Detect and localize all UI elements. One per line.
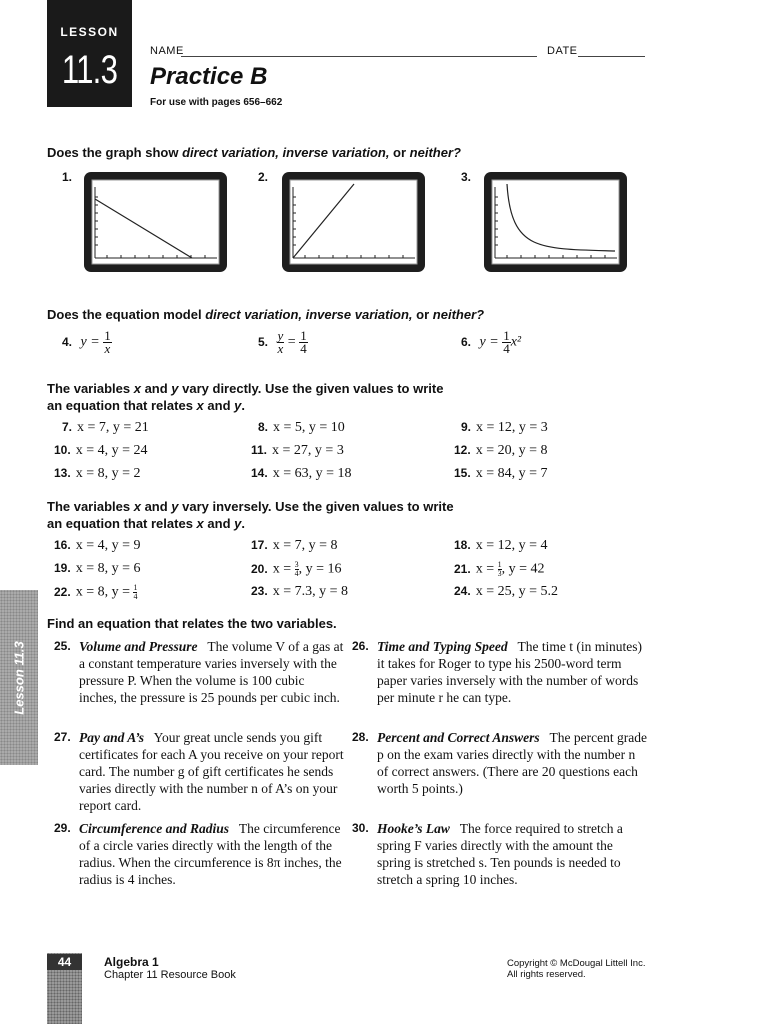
problem-title: Hooke’s Law	[377, 821, 450, 836]
q-text: and	[203, 398, 235, 413]
denominator: x	[104, 341, 111, 356]
list-item	[454, 561, 545, 578]
q-italic: direct variation, inverse variation,	[205, 307, 413, 322]
item-number: 6.	[461, 334, 472, 349]
pages-note: For use with pages 656–662	[150, 97, 283, 108]
numerator: 1	[497, 560, 502, 569]
list-item	[251, 584, 348, 600]
item-expr: x = 8, y = 2	[75, 466, 141, 481]
chapter-label: Chapter 11 Resource Book	[104, 969, 236, 981]
item-expr: x = 8, y = 6	[75, 561, 141, 576]
graph-3	[484, 172, 627, 272]
fraction	[299, 330, 308, 355]
q-text: vary inversely. Use the given values to write	[178, 499, 454, 514]
list-item	[54, 538, 140, 554]
item-expr: x = 12, y = 3	[476, 420, 548, 435]
item-number: 28.	[352, 730, 369, 744]
q-italic: direct variation, inverse variation,	[182, 145, 390, 160]
q-var: y	[171, 499, 179, 514]
denominator: 4	[294, 569, 299, 578]
graph-1-plot	[84, 172, 227, 272]
name-label: NAME	[150, 45, 184, 57]
word-problem-29	[54, 820, 344, 888]
item-number: 14.	[251, 466, 268, 480]
section5-question: Find an equation that relates the two variables.	[47, 616, 337, 631]
item-number: 23.	[251, 584, 268, 598]
q-text: Does the graph show	[47, 145, 183, 160]
lesson-badge	[47, 0, 132, 107]
word-problem-30	[352, 820, 647, 888]
side-tab-label: Lesson 11.3	[11, 640, 27, 715]
q-text: The variables	[47, 499, 134, 514]
fraction	[277, 330, 285, 355]
q-var: x	[133, 381, 141, 396]
graph-3-plot	[484, 172, 627, 272]
lesson-number: 11.3	[61, 48, 118, 92]
q-italic: neither?	[409, 145, 461, 160]
item-number: 20.	[251, 561, 268, 576]
q-text: .	[241, 516, 245, 531]
item-number: 15.	[454, 466, 471, 480]
copyright	[507, 958, 645, 980]
q-text: The variables	[47, 381, 134, 396]
item-expr: x = 20, y = 8	[475, 443, 548, 458]
item-expr: x = 7, y = 21	[77, 420, 149, 435]
q-var: x	[196, 398, 204, 413]
numerator: 1	[503, 328, 510, 343]
numerator: 3	[294, 560, 299, 569]
item-number: 21.	[454, 561, 471, 576]
list-item	[54, 584, 137, 601]
item-number: 11.	[251, 443, 268, 457]
item-number: 16.	[54, 538, 71, 552]
problem-title: Pay and A’s	[79, 730, 144, 745]
problem-title: Circumference and Radius	[79, 821, 230, 836]
q-text: and	[203, 516, 235, 531]
item-number: 27.	[54, 730, 71, 744]
item-number: 12.	[454, 443, 471, 457]
q-text: an equation that relates	[47, 398, 197, 413]
list-item	[54, 466, 140, 482]
item-number: 5.	[258, 334, 269, 349]
item-number: 13.	[54, 466, 71, 480]
name-field[interactable]	[181, 56, 537, 57]
list-item	[454, 538, 547, 554]
list-item	[454, 584, 558, 600]
book-title: Algebra 1	[104, 955, 159, 969]
q-var: y	[171, 381, 179, 396]
word-problem-27	[54, 729, 344, 814]
fraction	[133, 584, 137, 601]
equation-item-5	[258, 330, 308, 355]
page-title: Practice B	[150, 63, 268, 90]
section2-question	[47, 306, 484, 323]
q-text: an equation that relates	[47, 516, 197, 531]
list-item	[251, 561, 342, 578]
q-text: or	[389, 145, 410, 160]
section4-question	[47, 498, 454, 532]
section3-question	[47, 380, 443, 414]
list-item	[251, 466, 351, 482]
problem-title: Percent and Correct Answers	[377, 730, 540, 745]
item-expr: x = 5, y = 10	[273, 420, 345, 435]
section1-question	[47, 144, 461, 161]
word-problem-25	[54, 638, 344, 706]
item-number: 1.	[62, 170, 73, 184]
graph-screen	[492, 180, 619, 264]
lesson-word: LESSON	[60, 25, 119, 39]
fraction	[103, 330, 112, 355]
graph-2	[282, 172, 425, 272]
item-number: 19.	[54, 561, 71, 575]
item-expr: x = 8, y =	[75, 584, 130, 600]
side-tab	[0, 590, 38, 765]
item-number: 17.	[251, 538, 268, 552]
item-number: 22.	[54, 584, 71, 599]
denominator: 3	[497, 569, 502, 578]
denominator: 4	[133, 592, 138, 601]
item-number: 10.	[54, 443, 71, 457]
list-item	[54, 561, 140, 577]
equation-tail: x²	[510, 334, 522, 350]
numerator: 1	[104, 328, 111, 343]
item-number: 2.	[258, 170, 269, 184]
equation-lhs: y =	[80, 334, 100, 350]
item-expr: x = 7.3, y = 8	[272, 584, 348, 599]
denominator: 4	[300, 341, 307, 356]
list-item	[251, 538, 337, 554]
equation-lhs: y =	[479, 334, 499, 350]
item-expr: x = 84, y = 7	[475, 466, 548, 481]
equation-item-4	[62, 330, 112, 355]
item-number: 8.	[258, 420, 269, 434]
copyright-line: All rights reserved.	[507, 969, 586, 980]
problem-text: The percent grade p on the exam varies directly with the number n of correct answers. (There are 20 questions each worth 5 points.)	[377, 730, 647, 796]
denominator: x	[277, 341, 284, 356]
q-var: y	[234, 398, 242, 413]
list-item	[461, 420, 548, 436]
item-number: 29.	[54, 821, 71, 835]
q-text: and	[140, 381, 172, 396]
item-expr: , y = 42	[501, 561, 545, 577]
item-expr: , y = 16	[298, 561, 342, 577]
problem-title: Time and Typing Speed	[377, 639, 508, 654]
item-expr: x = 4, y = 9	[75, 538, 141, 553]
problem-text: Your great uncle sends you gift certificates for each A you receive on your report card. The number g of gift certificates he sends varies directly with the number n of A’s on your report card.	[79, 730, 344, 813]
q-text: and	[140, 499, 172, 514]
denominator: 4	[503, 341, 510, 356]
list-item	[62, 420, 149, 436]
date-label: DATE	[547, 45, 578, 57]
word-problem-26	[352, 638, 647, 706]
q-var: x	[133, 499, 141, 514]
date-field[interactable]	[578, 56, 645, 57]
q-text: Does the equation model	[47, 307, 206, 322]
item-expr: x = 4, y = 24	[75, 443, 148, 458]
item-number: 25.	[54, 639, 71, 653]
item-expr: x = 27, y = 3	[272, 443, 344, 458]
problem-text: The volume V of a gas at a constant temperature varies inversely with the pressure P. When the volume is 100 cubic inches, the pressure is 25 pounds per cubic inch.	[79, 639, 344, 705]
list-item	[251, 443, 344, 459]
graph-screen	[290, 180, 417, 264]
fraction	[502, 330, 511, 355]
word-problem-28	[352, 729, 647, 797]
copyright-line: Copyright © McDougal Littell Inc.	[507, 958, 646, 969]
q-italic: neither?	[432, 307, 485, 322]
item-expr: x = 12, y = 4	[475, 538, 548, 553]
item-number: 30.	[352, 821, 369, 835]
graph-screen	[92, 180, 219, 264]
problem-text: The force required to stretch a spring F varies directly with the amount the spring is stretched s. Ten pounds is needed to stretch a spring 10 inches.	[377, 821, 623, 887]
numerator: y	[277, 328, 284, 343]
list-item	[258, 420, 345, 436]
item-number: 26.	[352, 639, 369, 653]
page-number: 44	[47, 954, 82, 970]
equation-item-6	[461, 330, 521, 355]
list-item	[54, 443, 147, 459]
list-item	[454, 443, 547, 459]
numerator: 1	[300, 328, 307, 343]
item-number: 24.	[454, 584, 471, 598]
item-expr: x =	[475, 561, 495, 577]
equals: =	[287, 334, 296, 350]
problem-title: Volume and Pressure	[79, 639, 198, 654]
q-var: y	[234, 516, 242, 531]
item-number: 7.	[62, 420, 73, 434]
item-expr: x = 7, y = 8	[272, 538, 338, 553]
q-text: or	[412, 307, 433, 322]
item-number: 9.	[461, 420, 472, 434]
item-number: 3.	[461, 170, 472, 184]
graph-1	[84, 172, 227, 272]
list-item	[454, 466, 547, 482]
item-expr: x =	[272, 561, 292, 577]
item-number: 4.	[62, 334, 73, 349]
item-expr: x = 25, y = 5.2	[475, 584, 558, 599]
item-number: 18.	[454, 538, 471, 552]
q-text: vary directly. Use the given values to write	[178, 381, 444, 396]
item-expr: x = 63, y = 18	[272, 466, 352, 481]
problem-text: The time t (in minutes) it takes for Roger to type his 2500-word term paper varies inversely with the number of words per minute r he can type.	[377, 639, 642, 705]
graph-2-plot	[282, 172, 425, 272]
q-text: .	[241, 398, 245, 413]
q-var: x	[196, 516, 204, 531]
problem-text: The circumference of a circle varies directly with the length of the radius. When the circumference is 8π inches, the radius is 4 inches.	[79, 821, 342, 887]
numerator: 1	[133, 583, 138, 592]
